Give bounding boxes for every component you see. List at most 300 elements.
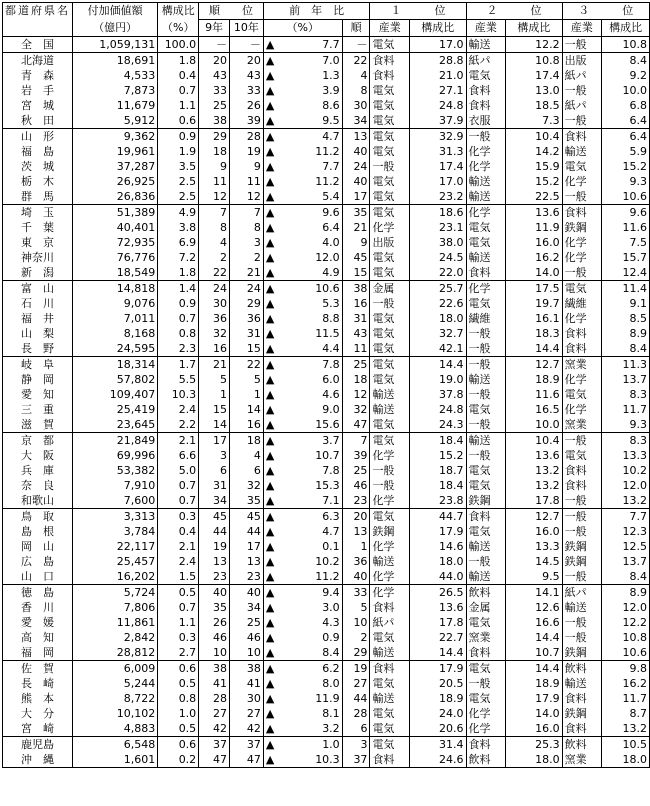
yoy-value: 7.7: [322, 160, 340, 173]
cell-industry-2: 化学: [466, 159, 506, 174]
cell-share-1: 17.0: [410, 37, 466, 53]
cell-share-1: 37.9: [410, 113, 466, 129]
cell-yoy-rank: 22: [342, 53, 370, 69]
cell-yoy-rank: 44: [342, 691, 370, 706]
cell-industry-1: 紙パ: [370, 615, 410, 630]
cell-prefecture: 北海道: [3, 53, 73, 69]
yoy-value: 4.6: [322, 388, 340, 401]
cell-value-added: 37,287: [73, 159, 158, 174]
cell-industry-1: 電気: [370, 433, 410, 449]
cell-share-3: 6.8: [602, 98, 650, 113]
cell-yoy: [263, 417, 342, 433]
cell-yoy-rank: 43: [342, 326, 370, 341]
cell-share-3: 12.3: [602, 524, 650, 539]
cell-industry-1: 電気: [370, 417, 410, 433]
yoy-value: 4.4: [322, 342, 340, 355]
negative-triangle-icon: ▲: [265, 418, 275, 431]
table-row: [3, 706, 650, 721]
cell-share-2: 10.4: [506, 129, 562, 145]
cell-industry-2: 飲料: [466, 752, 506, 768]
cell-industry-1: 電気: [370, 37, 410, 53]
cell-rank-y10: 23: [229, 569, 263, 585]
cell-yoy-rank: 36: [342, 554, 370, 569]
cell-prefecture: 石 川: [3, 296, 73, 311]
cell-industry-3: 紙パ: [562, 98, 602, 113]
cell-rank-y10: 2: [229, 250, 263, 265]
yoy-value: 9.4: [322, 586, 340, 599]
cell-yoy: [263, 296, 342, 311]
cell-industry-2: 電気: [466, 478, 506, 493]
yoy-value: 10.6: [315, 282, 340, 295]
cell-value-added: 5,724: [73, 585, 158, 601]
cell-industry-3: 化学: [562, 402, 602, 417]
cell-industry-3: 鉄鋼: [562, 706, 602, 721]
cell-industry-3: 一般: [562, 189, 602, 205]
cell-value-added: 28,812: [73, 645, 158, 661]
cell-value-added: 14,818: [73, 281, 158, 297]
cell-share-3: 11.3: [602, 357, 650, 373]
cell-industry-2: 窯業: [466, 630, 506, 645]
negative-triangle-icon: ▲: [265, 616, 275, 629]
cell-value-added: 6,009: [73, 661, 158, 677]
table-row: [3, 539, 650, 554]
cell-yoy: [263, 235, 342, 250]
yoy-value: 0.9: [322, 631, 340, 644]
cell-rank-y10: 25: [229, 615, 263, 630]
table-row: [3, 235, 650, 250]
cell-industry-3: 一般: [562, 83, 602, 98]
cell-yoy-rank: 39: [342, 448, 370, 463]
cell-rank-y9: 38: [199, 661, 230, 677]
cell-prefecture: 広 島: [3, 554, 73, 569]
cell-yoy-rank: 40: [342, 144, 370, 159]
cell-value-added: 18,691: [73, 53, 158, 69]
cell-yoy: [263, 372, 342, 387]
negative-triangle-icon: ▲: [265, 434, 275, 447]
cell-industry-3: 紙パ: [562, 585, 602, 601]
cell-rank-y9: 42: [199, 721, 230, 737]
cell-industry-1: 電気: [370, 98, 410, 113]
cell-industry-3: 一般: [562, 524, 602, 539]
cell-yoy: [263, 691, 342, 706]
cell-share-3: 8.4: [602, 341, 650, 357]
cell-share-2: 14.1: [506, 585, 562, 601]
cell-ratio: 1.1: [158, 615, 199, 630]
cell-industry-3: 食料: [562, 205, 602, 221]
cell-prefecture: 千 葉: [3, 220, 73, 235]
cell-share-3: 9.8: [602, 661, 650, 677]
cell-yoy: [263, 281, 342, 297]
cell-ratio: 0.2: [158, 752, 199, 768]
cell-share-3: 8.5: [602, 311, 650, 326]
cell-yoy: [263, 600, 342, 615]
cell-yoy: [263, 53, 342, 69]
cell-share-2: 18.9: [506, 372, 562, 387]
negative-triangle-icon: ▲: [265, 677, 275, 690]
negative-triangle-icon: ▲: [265, 114, 275, 127]
negative-triangle-icon: ▲: [265, 327, 275, 340]
table-row: [3, 691, 650, 706]
cell-prefecture: 徳 島: [3, 585, 73, 601]
cell-industry-1: 食料: [370, 600, 410, 615]
table-row: [3, 281, 650, 297]
cell-prefecture: 秋 田: [3, 113, 73, 129]
cell-share-1: 18.0: [410, 554, 466, 569]
cell-yoy: [263, 478, 342, 493]
cell-rank-y9: 9: [199, 159, 230, 174]
cell-share-2: 11.6: [506, 387, 562, 402]
yoy-value: 6.2: [322, 662, 340, 675]
cell-value-added: 18,314: [73, 357, 158, 373]
cell-industry-3: 食料: [562, 326, 602, 341]
header-rank-y9: 9年: [199, 20, 230, 37]
cell-industry-3: 化学: [562, 311, 602, 326]
cell-share-2: 16.2: [506, 250, 562, 265]
cell-industry-1: 電気: [370, 311, 410, 326]
cell-rank-y10: 29: [229, 296, 263, 311]
cell-share-3: 10.2: [602, 463, 650, 478]
cell-yoy: [263, 174, 342, 189]
cell-yoy-rank: 20: [342, 509, 370, 525]
cell-ratio: 0.5: [158, 585, 199, 601]
cell-industry-1: 電気: [370, 341, 410, 357]
cell-value-added: 7,600: [73, 493, 158, 509]
cell-yoy-rank: 25: [342, 357, 370, 373]
yoy-value: 15.6: [315, 418, 340, 431]
cell-rank-y10: 26: [229, 98, 263, 113]
cell-share-1: 44.0: [410, 569, 466, 585]
cell-share-3: 10.0: [602, 83, 650, 98]
cell-industry-1: 化学: [370, 585, 410, 601]
cell-share-2: 18.9: [506, 676, 562, 691]
cell-industry-2: 一般: [466, 676, 506, 691]
cell-ratio: 0.7: [158, 311, 199, 326]
cell-rank-y10: 37: [229, 737, 263, 753]
negative-triangle-icon: ▲: [265, 479, 275, 492]
cell-ratio: 5.5: [158, 372, 199, 387]
negative-triangle-icon: ▲: [265, 692, 275, 705]
cell-prefecture: 奈 良: [3, 478, 73, 493]
cell-share-1: 17.4: [410, 159, 466, 174]
cell-industry-2: 電気: [466, 615, 506, 630]
table-row: [3, 509, 650, 525]
cell-rank-y10: 8: [229, 220, 263, 235]
cell-value-added: 4,533: [73, 68, 158, 83]
cell-rank-y10: 33: [229, 83, 263, 98]
cell-yoy: [263, 83, 342, 98]
cell-value-added: 18,549: [73, 265, 158, 281]
cell-industry-2: 電気: [466, 463, 506, 478]
cell-ratio: 0.5: [158, 676, 199, 691]
cell-yoy-rank: 13: [342, 524, 370, 539]
cell-value-added: 23,645: [73, 417, 158, 433]
cell-ratio: 2.4: [158, 554, 199, 569]
table-row: [3, 174, 650, 189]
cell-yoy-rank: 6: [342, 721, 370, 737]
negative-triangle-icon: ▲: [265, 190, 275, 203]
header-rank: 順 位: [199, 3, 264, 20]
table-row: [3, 661, 650, 677]
cell-share-2: 17.8: [506, 493, 562, 509]
cell-share-2: 16.0: [506, 524, 562, 539]
table-row: [3, 752, 650, 768]
cell-yoy-rank: 15: [342, 265, 370, 281]
cell-yoy: [263, 737, 342, 753]
cell-rank-y9: 33: [199, 83, 230, 98]
cell-rank-y10: 14: [229, 402, 263, 417]
cell-industry-1: 電気: [370, 265, 410, 281]
cell-yoy-rank: 17: [342, 189, 370, 205]
cell-share-3: 9.6: [602, 205, 650, 221]
cell-yoy-rank: 33: [342, 585, 370, 601]
negative-triangle-icon: ▲: [265, 510, 275, 523]
cell-industry-3: 食料: [562, 463, 602, 478]
cell-industry-3: 食料: [562, 691, 602, 706]
cell-share-2: 7.3: [506, 113, 562, 129]
cell-industry-2: 一般: [466, 554, 506, 569]
cell-prefecture: 埼 玉: [3, 205, 73, 221]
cell-share-3: 8.9: [602, 585, 650, 601]
cell-prefecture: 岡 山: [3, 539, 73, 554]
yoy-value: 8.8: [322, 312, 340, 325]
negative-triangle-icon: ▲: [265, 631, 275, 644]
cell-yoy-rank: 34: [342, 113, 370, 129]
negative-triangle-icon: ▲: [265, 601, 275, 614]
cell-share-2: 9.5: [506, 569, 562, 585]
cell-industry-1: 電気: [370, 737, 410, 753]
cell-rank-y9: 40: [199, 585, 230, 601]
cell-value-added: 19,961: [73, 144, 158, 159]
cell-rank-y10: 47: [229, 752, 263, 768]
cell-rank-y9: 30: [199, 296, 230, 311]
cell-rank-y10: 45: [229, 509, 263, 525]
cell-share-3: 15.7: [602, 250, 650, 265]
cell-industry-3: 飲料: [562, 661, 602, 677]
cell-industry-3: 化学: [562, 174, 602, 189]
cell-share-3: 12.0: [602, 478, 650, 493]
cell-prefecture: 島 根: [3, 524, 73, 539]
cell-industry-3: 化学: [562, 250, 602, 265]
cell-share-1: 28.8: [410, 53, 466, 69]
cell-industry-2: 電気: [466, 524, 506, 539]
cell-ratio: 4.9: [158, 205, 199, 221]
yoy-value: 4.7: [322, 525, 340, 538]
cell-share-3: 12.0: [602, 600, 650, 615]
cell-rank-y9: 15: [199, 402, 230, 417]
yoy-value: 1.3: [322, 69, 340, 82]
cell-share-1: 38.0: [410, 235, 466, 250]
cell-yoy-rank: 12: [342, 387, 370, 402]
yoy-value: 1.0: [322, 738, 340, 751]
cell-value-added: 53,382: [73, 463, 158, 478]
yoy-value: 4.0: [322, 236, 340, 249]
cell-rank-y9: 2: [199, 250, 230, 265]
cell-prefecture: 群 馬: [3, 189, 73, 205]
cell-yoy: [263, 357, 342, 373]
cell-value-added: 26,836: [73, 189, 158, 205]
cell-share-2: 18.0: [506, 752, 562, 768]
cell-share-1: 32.9: [410, 129, 466, 145]
table-row: [3, 676, 650, 691]
cell-share-2: 16.1: [506, 311, 562, 326]
table-row: [3, 630, 650, 645]
cell-industry-1: 化学: [370, 220, 410, 235]
cell-share-1: 24.0: [410, 706, 466, 721]
cell-value-added: 9,362: [73, 129, 158, 145]
cell-value-added: 3,784: [73, 524, 158, 539]
cell-share-3: 9.3: [602, 174, 650, 189]
cell-industry-1: 輸送: [370, 402, 410, 417]
negative-triangle-icon: ▲: [265, 494, 275, 507]
cell-ratio: 2.2: [158, 417, 199, 433]
cell-ratio: 1.4: [158, 281, 199, 297]
cell-yoy-rank: 11: [342, 341, 370, 357]
cell-industry-3: 鉄鋼: [562, 645, 602, 661]
cell-prefecture: 京 都: [3, 433, 73, 449]
negative-triangle-icon: ▲: [265, 54, 275, 67]
cell-prefecture: 栃 木: [3, 174, 73, 189]
header-ratio-unit: （%）: [158, 20, 199, 37]
cell-industry-3: 電気: [562, 159, 602, 174]
cell-share-1: 14.4: [410, 645, 466, 661]
cell-share-2: 12.7: [506, 357, 562, 373]
cell-value-added: 25,419: [73, 402, 158, 417]
cell-industry-3: 食料: [562, 341, 602, 357]
cell-share-2: 10.7: [506, 645, 562, 661]
cell-share-3: 11.4: [602, 281, 650, 297]
cell-industry-2: 一般: [466, 129, 506, 145]
cell-yoy-rank: 18: [342, 372, 370, 387]
cell-value-added: 11,679: [73, 98, 158, 113]
cell-yoy: [263, 661, 342, 677]
header-second: ２ 位: [466, 3, 562, 20]
negative-triangle-icon: ▲: [265, 525, 275, 538]
negative-triangle-icon: ▲: [265, 145, 275, 158]
cell-industry-2: 一般: [466, 341, 506, 357]
cell-share-3: 6.4: [602, 129, 650, 145]
cell-industry-2: 電気: [466, 235, 506, 250]
cell-share-3: 8.4: [602, 569, 650, 585]
yoy-value: 6.4: [322, 221, 340, 234]
yoy-value: 7.0: [322, 54, 340, 67]
cell-prefecture: 鳥 取: [3, 509, 73, 525]
cell-share-2: 16.6: [506, 615, 562, 630]
yoy-value: 4.3: [322, 616, 340, 629]
yoy-value: 15.3: [315, 479, 340, 492]
cell-yoy-rank: 23: [342, 493, 370, 509]
cell-share-1: 21.0: [410, 68, 466, 83]
table-row: [3, 189, 650, 205]
cell-yoy-rank: 28: [342, 706, 370, 721]
cell-yoy: [263, 265, 342, 281]
cell-ratio: 0.7: [158, 600, 199, 615]
cell-share-1: 18.4: [410, 478, 466, 493]
cell-share-1: 24.8: [410, 98, 466, 113]
cell-share-2: 15.9: [506, 159, 562, 174]
cell-industry-1: 食料: [370, 68, 410, 83]
yoy-value: 12.0: [315, 251, 340, 264]
cell-yoy: [263, 37, 342, 53]
cell-share-2: 13.6: [506, 448, 562, 463]
cell-ratio: 1.9: [158, 144, 199, 159]
table-row: [3, 645, 650, 661]
cell-share-2: 10.8: [506, 53, 562, 69]
cell-yoy: [263, 524, 342, 539]
cell-ratio: 1.8: [158, 53, 199, 69]
cell-share-3: 12.4: [602, 265, 650, 281]
cell-industry-2: 一般: [466, 387, 506, 402]
table-row: [3, 83, 650, 98]
cell-industry-3: 出版: [562, 53, 602, 69]
cell-industry-1: 一般: [370, 463, 410, 478]
cell-ratio: 0.6: [158, 661, 199, 677]
cell-yoy-rank: 1: [342, 539, 370, 554]
cell-industry-2: 電気: [466, 68, 506, 83]
cell-rank-y10: 4: [229, 448, 263, 463]
cell-industry-3: 輸送: [562, 600, 602, 615]
yoy-value: 3.0: [322, 601, 340, 614]
cell-prefecture: 東 京: [3, 235, 73, 250]
cell-value-added: 7,011: [73, 311, 158, 326]
cell-value-added: 9,076: [73, 296, 158, 311]
cell-yoy-rank: 2: [342, 630, 370, 645]
cell-industry-1: 化学: [370, 539, 410, 554]
cell-ratio: 1.1: [158, 98, 199, 113]
negative-triangle-icon: ▲: [265, 722, 275, 735]
cell-share-2: 10.0: [506, 417, 562, 433]
cell-rank-y9: 25: [199, 98, 230, 113]
cell-rank-y10: 35: [229, 493, 263, 509]
cell-yoy: [263, 189, 342, 205]
cell-yoy: [263, 98, 342, 113]
yoy-value: 11.2: [315, 175, 340, 188]
cell-yoy-rank: 19: [342, 661, 370, 677]
cell-rank-y10: 6: [229, 463, 263, 478]
cell-yoy: [263, 433, 342, 449]
cell-rank-y10: 18: [229, 433, 263, 449]
cell-industry-2: 輸送: [466, 37, 506, 53]
cell-rank-y10: 10: [229, 645, 263, 661]
table-header: [3, 3, 650, 37]
cell-industry-3: 紙パ: [562, 68, 602, 83]
cell-rank-y10: 40: [229, 585, 263, 601]
cell-industry-1: 電気: [370, 357, 410, 373]
table-row: [3, 98, 650, 113]
cell-industry-1: 電気: [370, 706, 410, 721]
cell-yoy-rank: 46: [342, 478, 370, 493]
cell-yoy: [263, 752, 342, 768]
cell-share-3: 10.6: [602, 645, 650, 661]
cell-share-1: 31.4: [410, 737, 466, 753]
header-rank-y10: 10年: [229, 20, 263, 37]
cell-ratio: 7.2: [158, 250, 199, 265]
cell-share-1: 27.1: [410, 83, 466, 98]
table-row: [3, 357, 650, 373]
cell-share-1: 37.8: [410, 387, 466, 402]
cell-industry-2: 化学: [466, 281, 506, 297]
cell-yoy: [263, 326, 342, 341]
cell-industry-1: 電気: [370, 372, 410, 387]
table-row: [3, 205, 650, 221]
cell-value-added: 57,802: [73, 372, 158, 387]
cell-yoy: [263, 113, 342, 129]
cell-rank-y10: 31: [229, 326, 263, 341]
cell-share-1: 22.0: [410, 265, 466, 281]
yoy-value: 7.8: [322, 464, 340, 477]
cell-industry-2: 輸送: [466, 539, 506, 554]
negative-triangle-icon: ▲: [265, 160, 275, 173]
cell-industry-3: 飲料: [562, 737, 602, 753]
